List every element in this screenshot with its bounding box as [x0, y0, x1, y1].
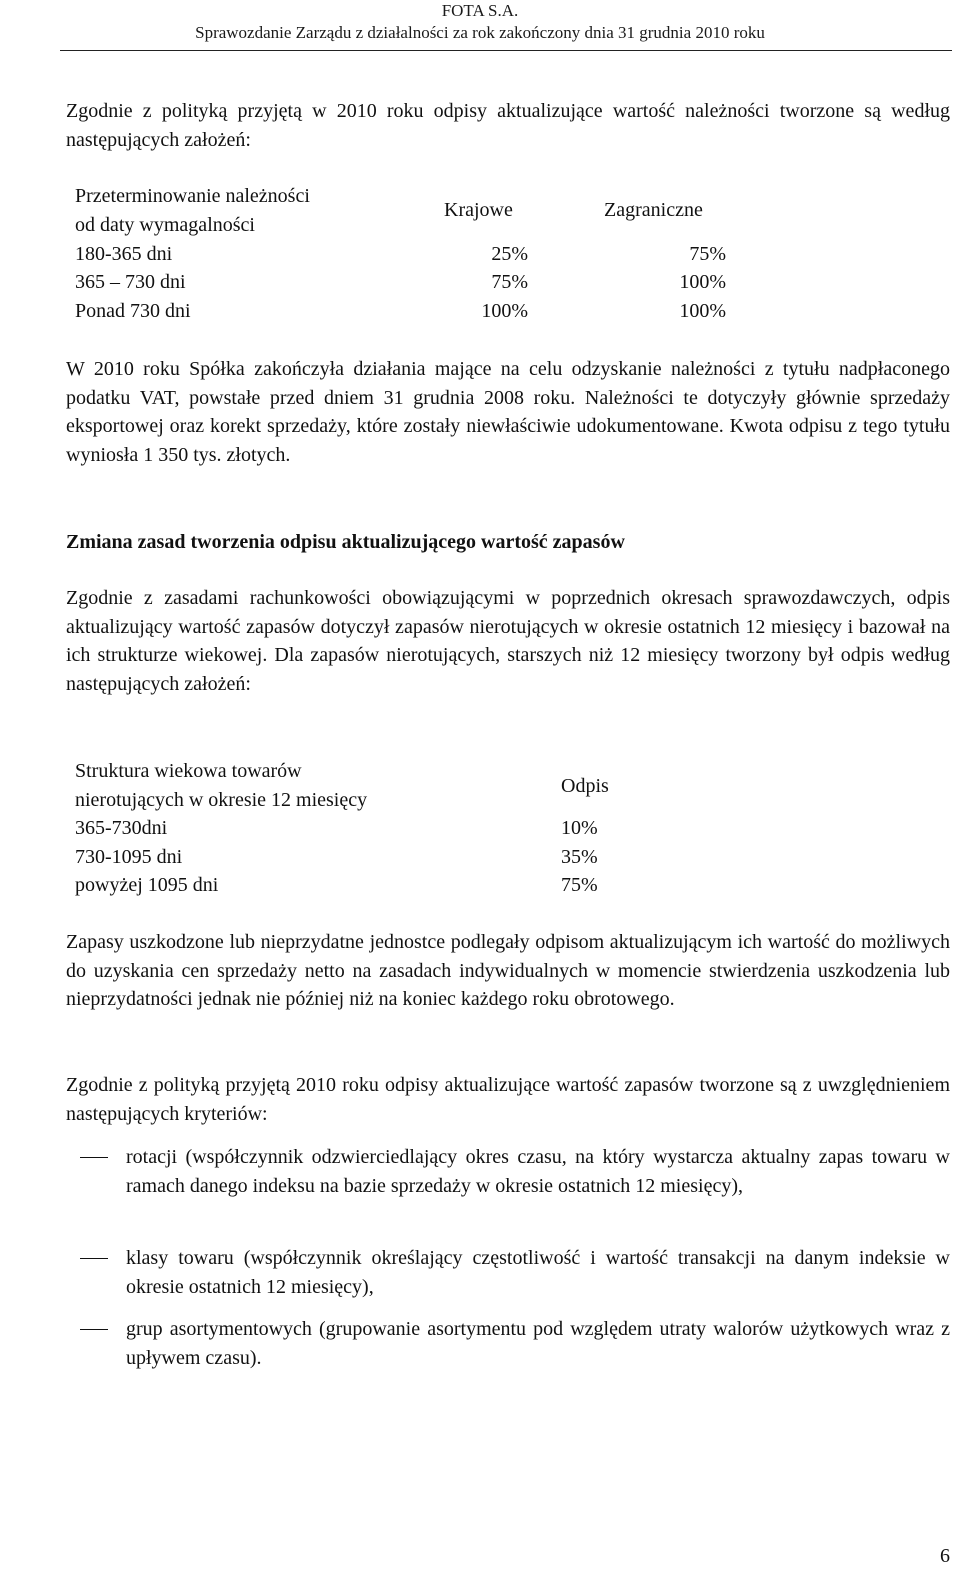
- header-subtitle: Sprawozdanie Zarządu z działalności za rok zakończony dnia 31 grudnia 2010 roku: [195, 23, 765, 42]
- dash-bullet-icon: [80, 1258, 108, 1259]
- table-header-domestic: Krajowe: [444, 199, 513, 221]
- list-item-text: klasy towaru (współczynnik określający częstotliwość i wartość transakcji na danym indeksie w okresie ostatnich 12 miesięcy),: [126, 1247, 950, 1298]
- table-header-age-structure-line2: nierotujących w okresie 12 miesięcy: [75, 789, 368, 811]
- table-cell-foreign: 75%: [689, 243, 726, 265]
- page-number: 6: [940, 1545, 950, 1567]
- table-cell-domestic: 25%: [491, 243, 528, 265]
- table-row-label: 365-730dni: [75, 817, 168, 839]
- paragraph-criteria-intro: Zgodnie z polityką przyjętą 2010 roku odpisy aktualizujące wartość zapasów tworzone są z uwzględnieniem następujących kryteriów:: [66, 1074, 950, 1125]
- table-header-foreign: Zagraniczne: [604, 199, 703, 221]
- table-row-label: powyżej 1095 dni: [75, 874, 219, 896]
- table-header-overdue: Przeterminowanie należności: [75, 185, 310, 207]
- table-cell-foreign: 100%: [679, 271, 726, 293]
- paragraph-vat-receivables: W 2010 roku Spółka zakończyła działania mające na celu odzyskanie należności z tytułu nadpłaconego podatku VAT, powstałe przed dniem 31 grudnia 2008 roku. Należności te dotyczyły głównie sprzedaży eksportowej oraz korekt sprzedaży, które zostały niewłaściwie udokumentowane. Kwota odpisu z tego tytułu wyniosła 1 350 tys. złotych.: [66, 358, 950, 467]
- dash-bullet-icon: [80, 1157, 108, 1158]
- table-row-label: 180-365 dni: [75, 243, 173, 265]
- section-heading: Zmiana zasad tworzenia odpisu aktualizującego wartość zapasów: [66, 531, 625, 553]
- table-cell-writeoff: 35%: [561, 846, 598, 868]
- table-header-age-structure: Struktura wiekowa towarów: [75, 760, 302, 782]
- table-cell-domestic: 75%: [491, 271, 528, 293]
- list-item-text: rotacji (współczynnik odzwierciedlający okres czasu, na który wystarcza aktualny zapas towaru w ramach danego indeksu na bazie sprzedaży w okresie ostatnich 12 miesięcy),: [126, 1146, 950, 1197]
- table-cell-writeoff: 10%: [561, 817, 598, 839]
- header-divider: [60, 50, 952, 51]
- header-company: FOTA S.A.: [441, 1, 519, 20]
- table-header-writeoff: Odpis: [561, 775, 609, 797]
- table-row-label: 365 – 730 dni: [75, 271, 186, 293]
- paragraph-damaged-inventory: Zapasy uszkodzone lub nieprzydatne jednostce podlegały odpisom aktualizującym ich wartość do możliwych do uzyskania cen sprzedaży netto na zasadach indywidualnych w momencie stwierdzenia uszkodzenia lub nieprzydatności jednak nie później niż na koniec każdego roku obrotowego.: [66, 931, 950, 1011]
- table-row-label: 730-1095 dni: [75, 846, 183, 868]
- list-item-text: grup asortymentowych (grupowanie asortymentu pod względem utraty walorów użytkowych wraz z upływem czasu).: [126, 1318, 950, 1369]
- paragraph-receivables-policy: Zgodnie z polityką przyjętą w 2010 roku odpisy aktualizujące wartość należności tworzone są według następujących założeń:: [66, 100, 950, 151]
- table-cell-foreign: 100%: [679, 300, 726, 322]
- dash-bullet-icon: [80, 1329, 108, 1330]
- table-cell-domestic: 100%: [481, 300, 528, 322]
- table-cell-writeoff: 75%: [561, 874, 598, 896]
- table-header-overdue-line2: od daty wymagalności: [75, 214, 255, 236]
- table-row-label: Ponad 730 dni: [75, 300, 191, 322]
- paragraph-inventory-rules: Zgodnie z zasadami rachunkowości obowiązującymi w poprzednich okresach sprawozdawczych, odpis aktualizujący wartość zapasów dotyczył zapasów nierotujących w okresie ostatnich 12 miesięcy i bazował na ich strukturze wiekowej. Dla zapasów nierotujących, starszych niż 12 miesięcy tworzony był odpis według następujących założeń:: [66, 587, 950, 696]
